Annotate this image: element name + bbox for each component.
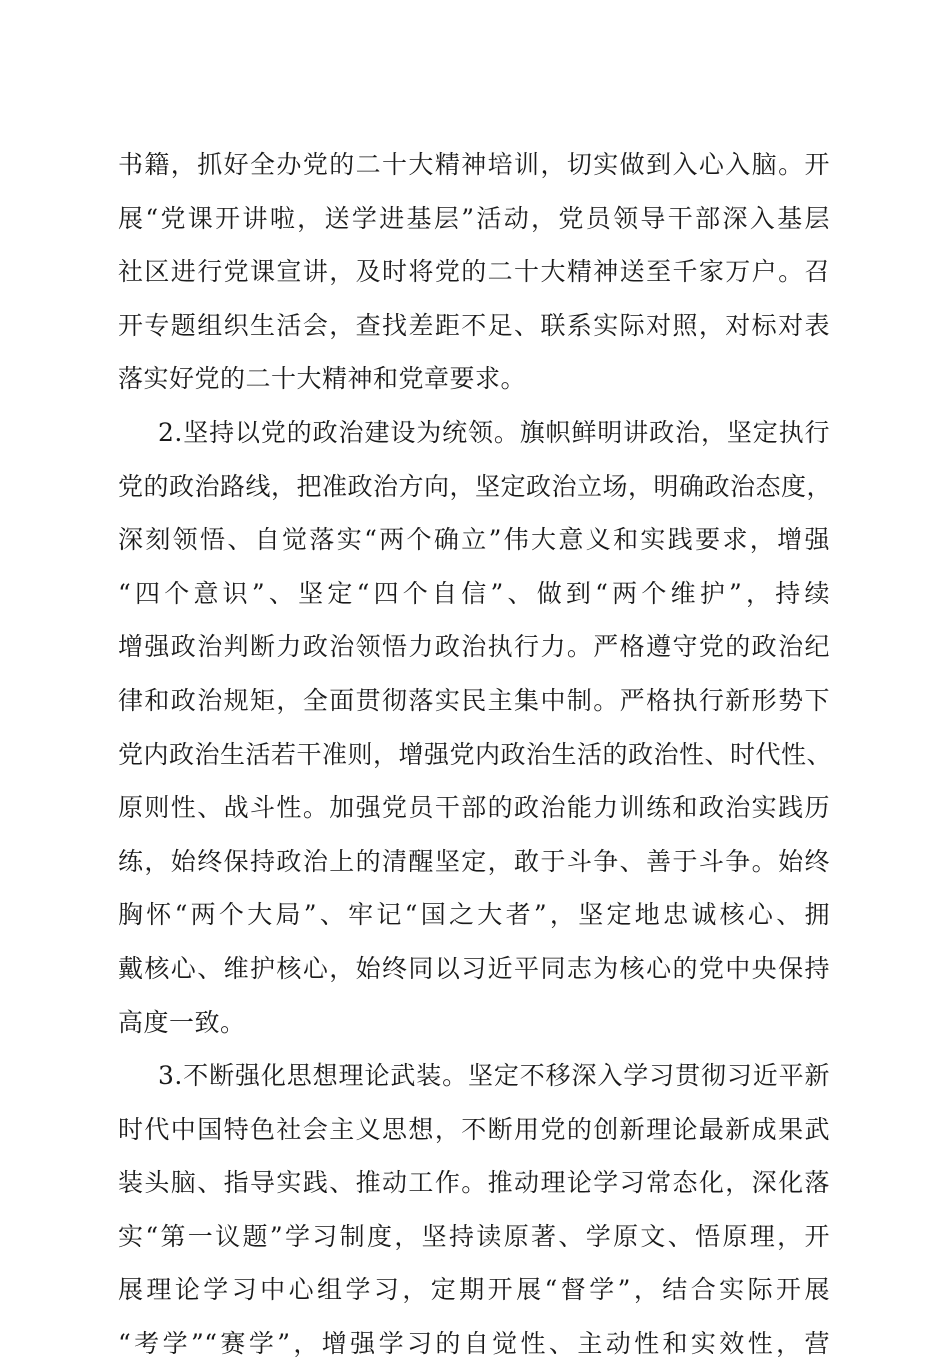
section-heading-line: 3.不断强化思想理论武装。坚定不移深入学习贯彻习近平新 [158, 1061, 830, 1091]
text-line: 练，始终保持政治上的清醒坚定，敢于斗争、善于斗争。始终 [118, 846, 830, 876]
text-line: 实“第一议题”学习制度，坚持读原著、学原文、悟原理，开 [118, 1221, 830, 1251]
text-line: 落实好党的二十大精神和党章要求。 [118, 364, 527, 394]
text-line: 党的政治路线，把准政治方向，坚定政治立场，明确政治态度， [118, 471, 833, 501]
text-line: 胸怀“两个大局”、牢记“国之大者”，坚定地忠诚核心、拥 [118, 900, 830, 930]
text-line: 社区进行党课宣讲，及时将党的二十大精神送至千家万户。召 [118, 257, 830, 287]
text-line: 高度一致。 [118, 1007, 246, 1037]
text-line: 戴核心、维护核心，始终同以习近平同志为核心的党中央保持 [118, 953, 830, 983]
text-line: 时代中国特色社会主义思想，不断用党的创新理论最新成果武 [118, 1114, 830, 1144]
text-line: 原则性、战斗性。加强党员干部的政治能力训练和政治实践历 [118, 793, 830, 823]
text-line: 装头脑、指导实践、推动工作。推动理论学习常态化，深化落 [118, 1168, 830, 1198]
text-line: “考学”“赛学”，增强学习的自觉性、主动性和实效性，营 [118, 1329, 830, 1359]
text-line: 书籍，抓好全办党的二十大精神培训，切实做到入心入脑。开 [118, 150, 830, 179]
text-line: 律和政治规矩，全面贯彻落实民主集中制。严格执行新形势下 [118, 685, 830, 715]
text-line: 增强政治判断力政治领悟力政治执行力。严格遵守党的政治纪 [118, 632, 830, 662]
text-line: 展“党课开讲啦，送学进基层”活动，党员领导干部深入基层 [118, 203, 830, 233]
text-line: 党内政治生活若干准则，增强党内政治生活的政治性、时代性、 [118, 739, 833, 769]
text-line: “四个意识”、坚定“四个自信”、做到“两个维护”，持续 [118, 578, 830, 608]
text-line: 展理论学习中心组学习，定期开展“督学”，结合实际开展 [118, 1275, 830, 1305]
document-body [118, 138, 833, 1371]
section-heading-line: 2.坚持以党的政治建设为统领。旗帜鲜明讲政治，坚定执行 [158, 417, 830, 447]
text-line: 深刻领悟、自觉落实“两个确立”伟大意义和实践要求，增强 [118, 525, 830, 555]
text-line: 开专题组织生活会，查找差距不足、联系实际对照，对标对表 [118, 310, 830, 340]
